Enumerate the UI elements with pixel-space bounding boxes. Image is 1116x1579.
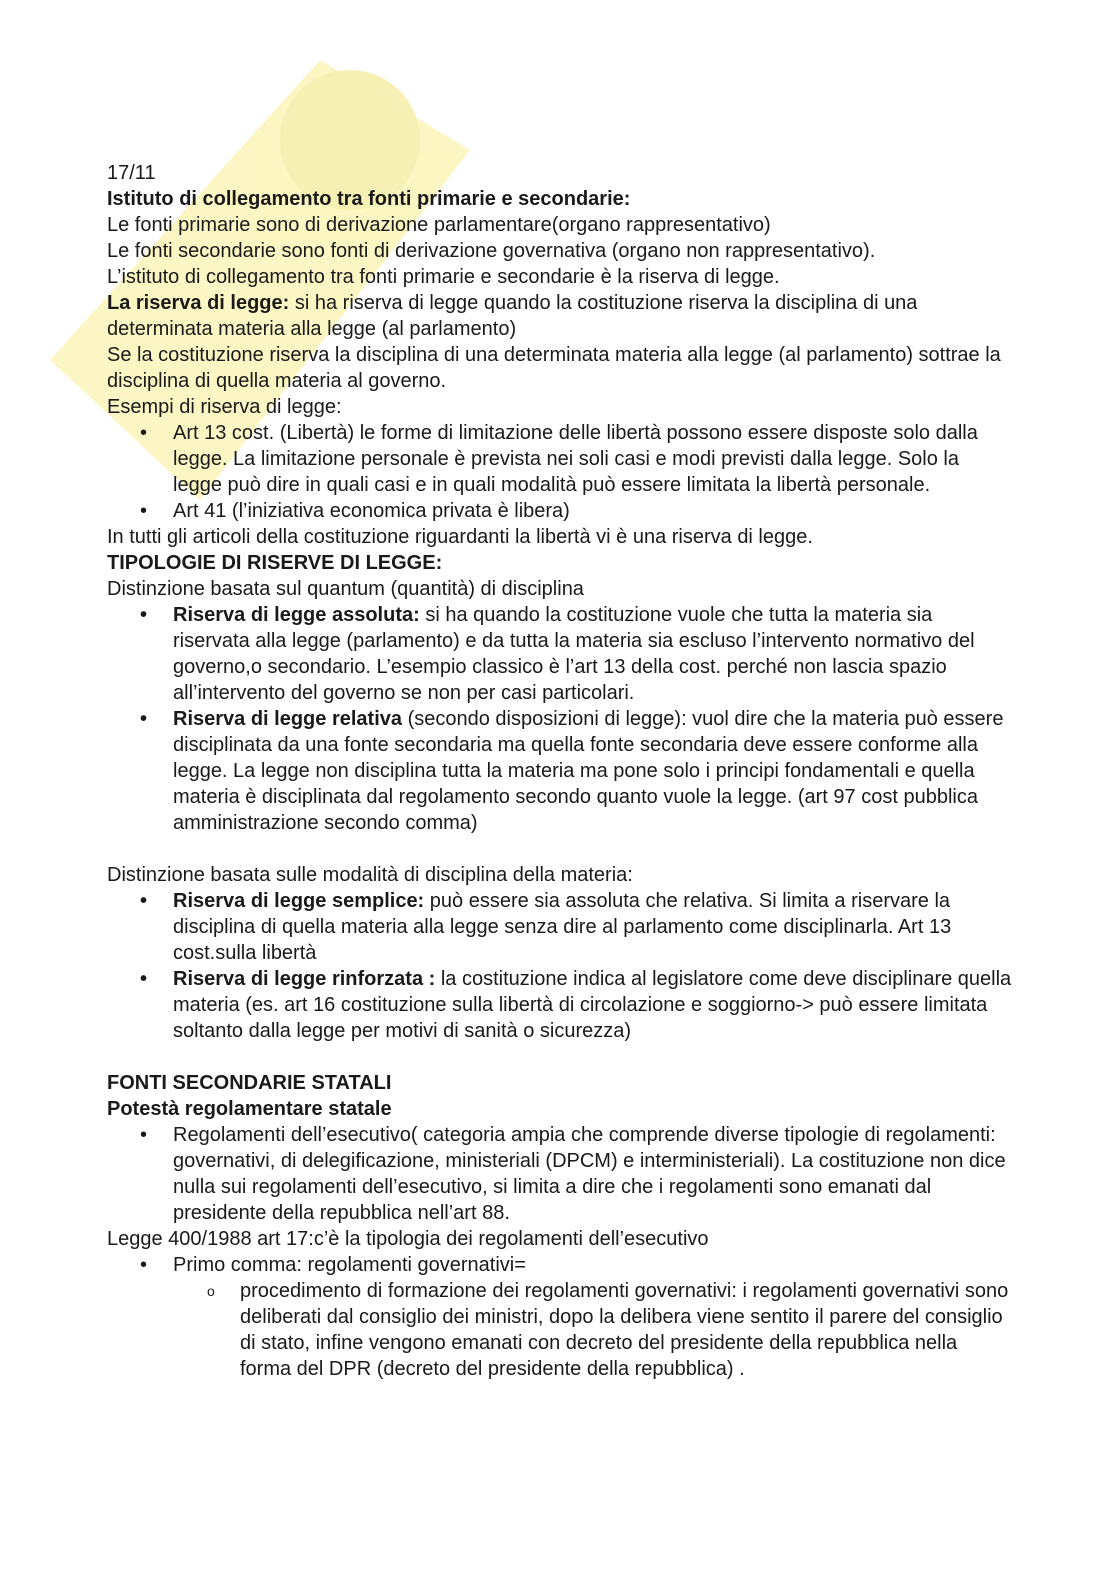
list-item: o procedimento di formazione dei regolamenti governativi: i regolamenti governativi sono deliberati dal consiglio dei ministri, dopo la delibera viene sentito il parere del consiglio di stato, infine vengono emanati con decreto del presidente della repubblica nella forma del DPR (decreto del presidente della repubblica) . xyxy=(207,1280,1009,1380)
bold-term: La riserva di legge: xyxy=(107,292,290,314)
paragraph: Esempi di riserva di legge: xyxy=(107,396,342,418)
date-label: 17/11 xyxy=(107,162,156,184)
paragraph: Distinzione basata sul quantum (quantità) di disciplina xyxy=(107,578,584,600)
list-item: • Primo comma: regolamenti governativi= xyxy=(140,1254,526,1276)
heading-tipologie: TIPOLOGIE DI RISERVE DI LEGGE: xyxy=(107,552,443,574)
bullet-icon: • xyxy=(140,1124,148,1146)
heading-fonti-secondarie: FONTI SECONDARIE STATALI xyxy=(107,1072,392,1094)
paragraph: Legge 400/1988 art 17:c’è la tipologia dei regolamenti dell’esecutivo xyxy=(107,1228,709,1250)
bullet-icon: • xyxy=(140,890,148,912)
bullet-icon: • xyxy=(140,968,148,990)
list-item: • Art 13 cost. (Libertà) le forme di limitazione delle libertà possono essere disposte solo dalla legge. La limitazione personale è prevista nei soli casi e modi previsti dalla legge. Solo la legge può dire in quali casi e in quali modalità può essere limitata la libertà personale. xyxy=(140,422,978,496)
list-item: • Regolamenti dell’esecutivo( categoria ampia che comprende diverse tipologie di regolamenti: governativi, di delegificazione, ministeriali (DPCM) e interministeriali). La costituzione non dice nulla sui regolamenti dell’esecutivo, si limita a dire che i regolamenti sono emanati dal presidente della repubblica nell’art 88. xyxy=(140,1124,1006,1224)
paragraph: In tutti gli articoli della costituzione riguardanti la libertà vi è una riserva di legge. xyxy=(107,526,813,548)
paragraph: Le fonti secondarie sono fonti di derivazione governativa (organo non rappresentativo). xyxy=(107,240,876,262)
list-item: • Art 41 (l’iniziativa economica privata è libera) xyxy=(140,500,570,522)
list-item: • Riserva di legge relativa (secondo disposizioni di legge): vuol dire che la materia può essere disciplinata da una fonte secondaria ma quella fonte secondaria deve essere conforme alla legge. La legge non disciplina tutta la materia ma pone solo i principi fondamentali e quella materia è disciplinata dal regolamento secondo quanto vuole la legge. (art 97 cost pubblica amministrazione secondo comma) xyxy=(140,708,1004,834)
definition-text: si ha riserva di legge quando la costituzione riserva la disciplina di una determinata materia alla legge (al parlamento) xyxy=(107,292,918,340)
list-item: • Riserva di legge assoluta: si ha quando la costituzione vuole che tutta la materia sia riservata alla legge (parlamento) e da tutta la materia sia escluso l’intervento normativo del governo,o secondario. L’esempio classico è l’art 13 della cost. perché non lascia spazio all’intervento del governo se non per casi particolari. xyxy=(140,604,975,704)
regolamenti-list xyxy=(107,1122,1012,1226)
heading-istituto: Istituto di collegamento tra fonti primarie e secondarie: xyxy=(107,188,631,210)
paragraph: Le fonti primarie sono di derivazione parlamentare(organo rappresentativo) xyxy=(107,214,771,236)
document-body xyxy=(107,160,1012,1382)
paragraph: Distinzione basata sulle modalità di disciplina della materia: xyxy=(107,864,633,886)
paragraph: L’istituto di collegamento tra fonti primarie e secondarie è la riserva di legge. xyxy=(107,266,780,288)
bullet-icon: • xyxy=(140,604,148,626)
bullet-icon: • xyxy=(140,500,148,522)
comma-list xyxy=(107,1252,1012,1278)
types-modalita-list xyxy=(107,888,1012,1044)
sub-bullet-icon: o xyxy=(207,1283,215,1299)
paragraph-riserva xyxy=(107,290,1012,342)
types-quantum-list xyxy=(107,602,1012,836)
paragraph: Se la costituzione riserva la disciplina di una determinata materia alla legge (al parlamento) sottrae la disciplina di quella materia al governo. xyxy=(107,344,1001,392)
sub-list xyxy=(107,1278,1012,1382)
bullet-icon: • xyxy=(140,1254,148,1276)
heading-potesta: Potestà regolamentare statale xyxy=(107,1098,392,1120)
list-item: • Riserva di legge rinforzata : la costituzione indica al legislatore come deve disciplinare quella materia (es. art 16 costituzione sulla libertà di circolazione e soggiorno-> può essere limitata soltanto dalla legge per motivi di sanità o sicurezza) xyxy=(140,968,1012,1042)
list-item: • Riserva di legge semplice: può essere sia assoluta che relativa. Si limita a riservare la disciplina di quella materia alla legge senza dire al parlamento come disciplinarla. Art 13 cost.sulla libertà xyxy=(140,890,952,964)
examples-list xyxy=(107,420,1012,524)
bullet-icon: • xyxy=(140,422,148,444)
bullet-icon: • xyxy=(140,708,148,730)
